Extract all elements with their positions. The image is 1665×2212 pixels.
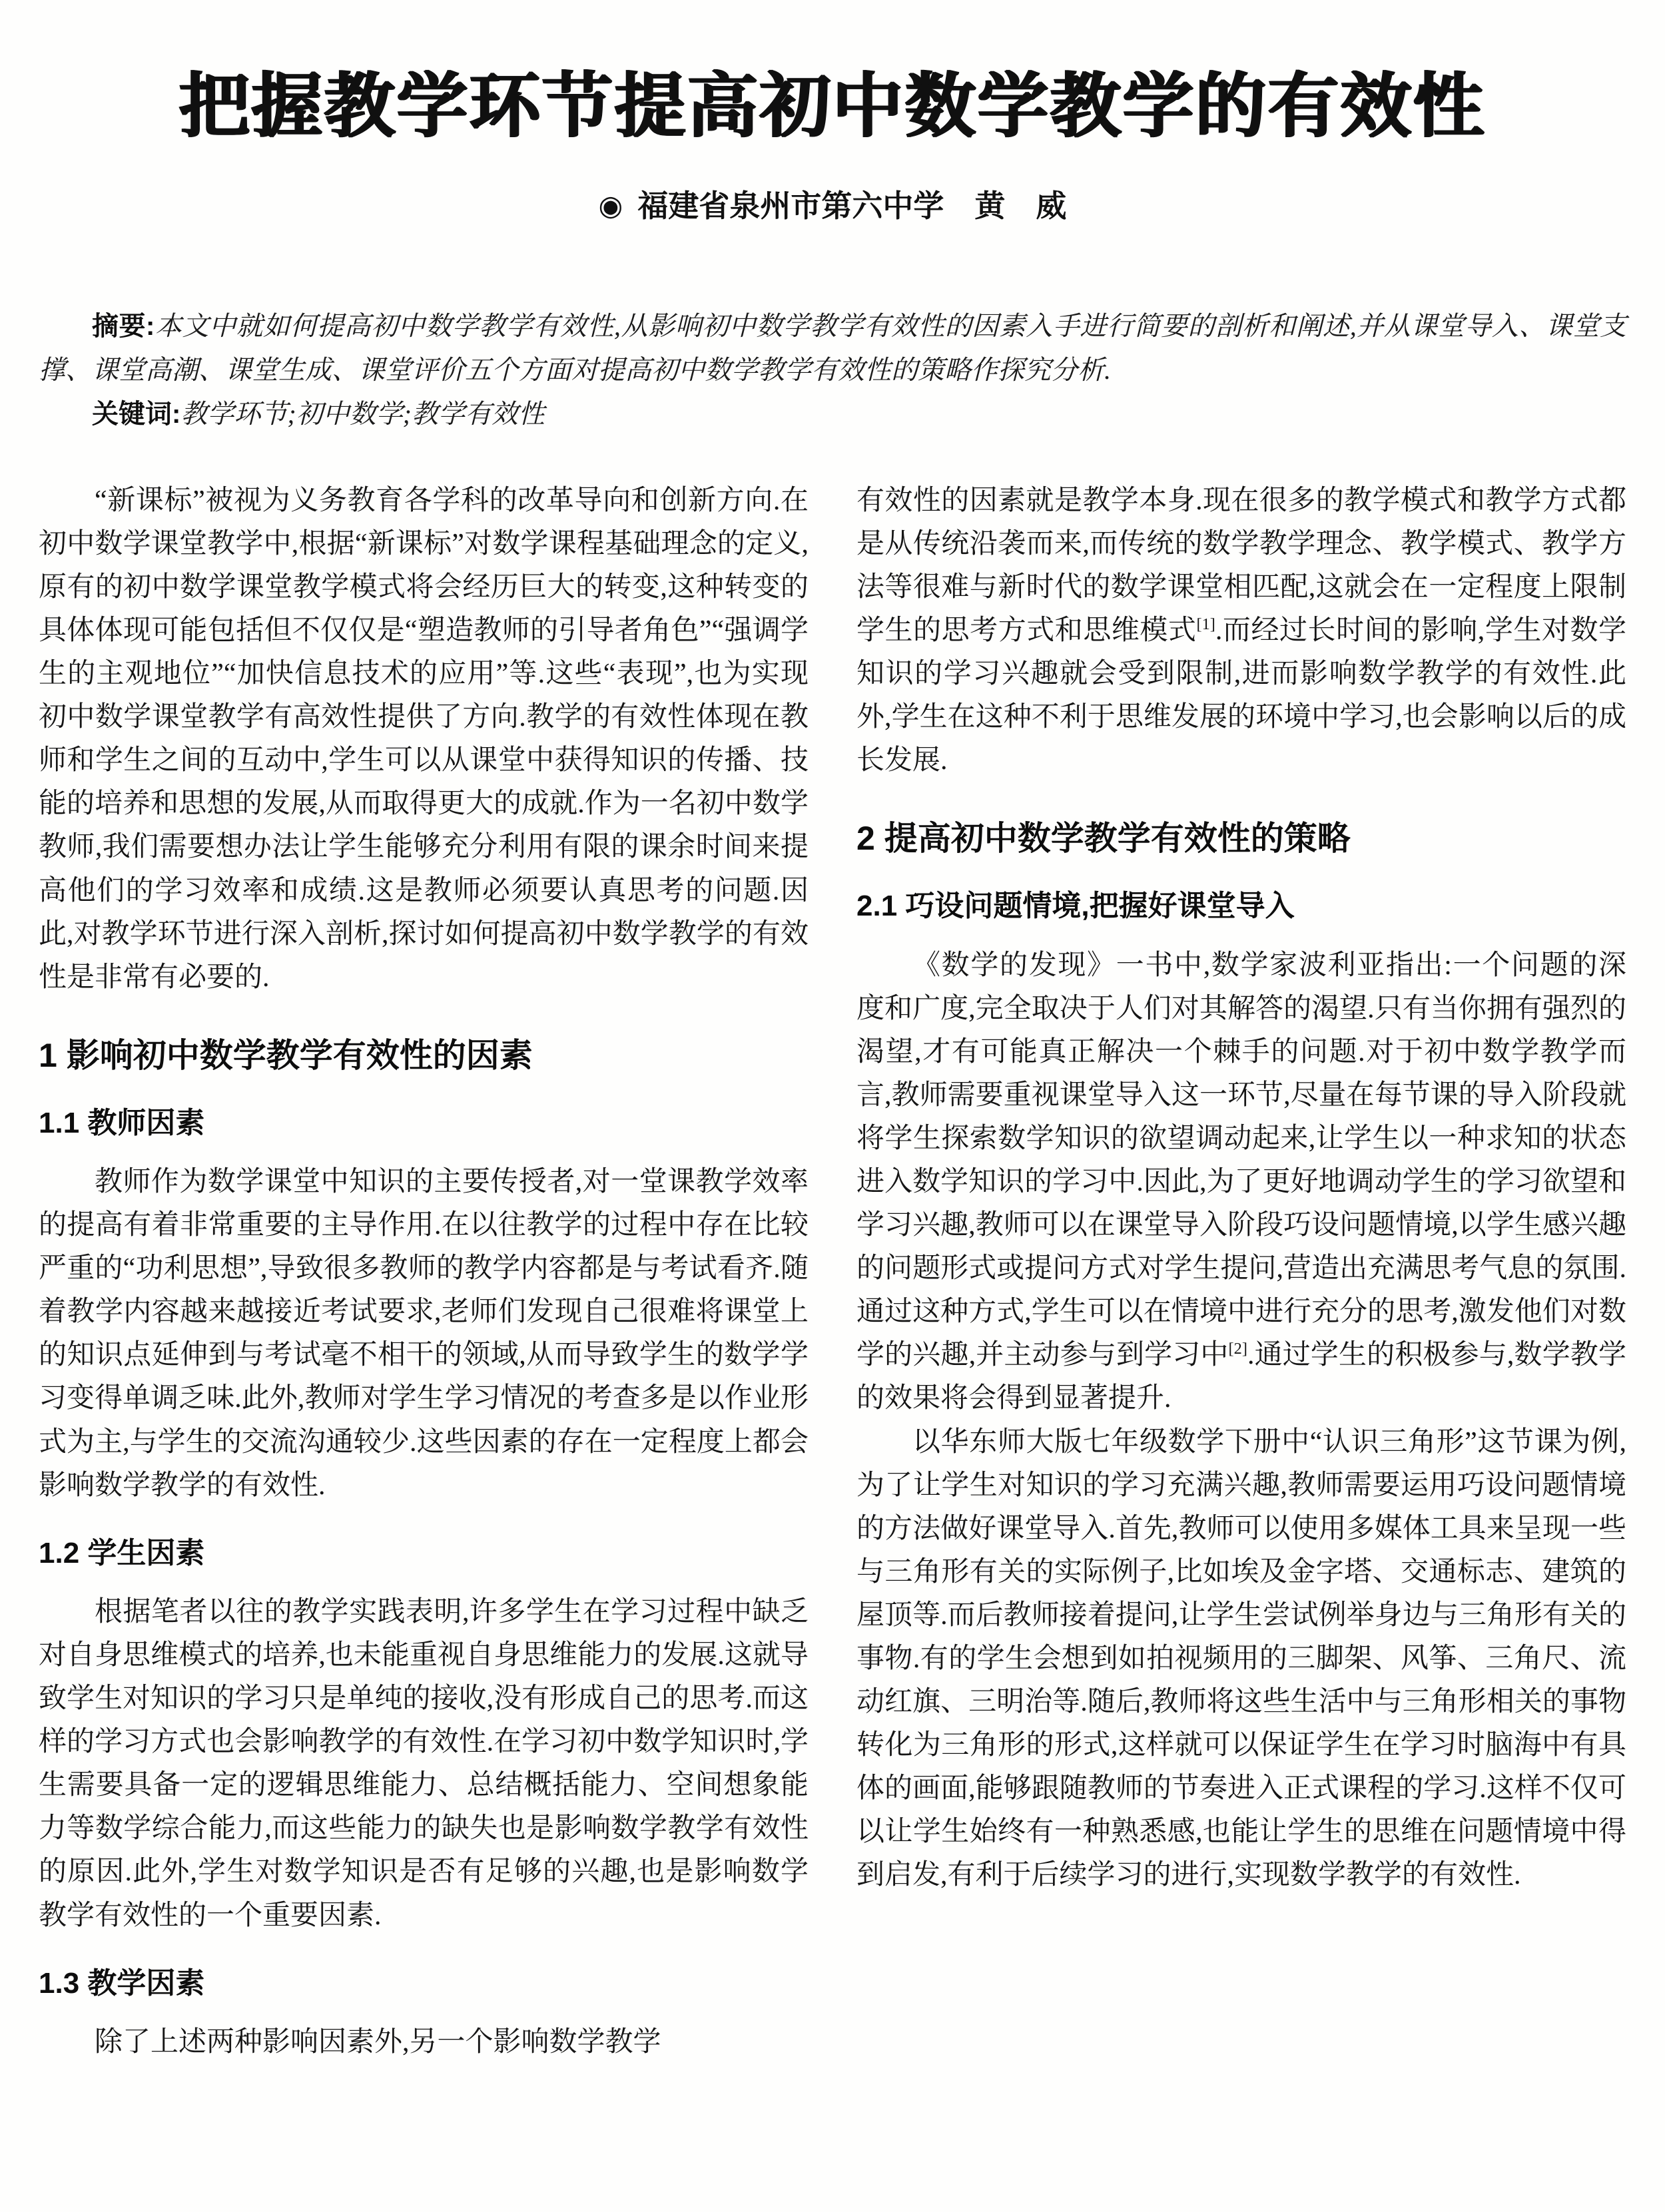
- author-bullet-icon: ◉: [598, 189, 623, 221]
- section-1-1-heading: 1.1 教师因素: [39, 1106, 205, 1139]
- abstract-paragraph: [39, 304, 1626, 393]
- section-1-3-continuation-paragraph: [856, 479, 1626, 783]
- author-affiliation: 福建省泉州市第六中学: [637, 188, 944, 223]
- section-1-3-heading: 1.3 教学因素: [39, 1966, 205, 2000]
- section-1-3-continuation-text-after: .而经过长时间的影响,学生对数学知识的学习兴趣就会受到限制,进而影响数学教学的有效性.此外,学生在这种不利于思维发展的环境中学习,也会影响以后的成长发展.: [856, 615, 1626, 776]
- right-column: [856, 479, 1626, 2064]
- section-2-1-example-paragraph: 以华东师大版七年级数学下册中“认识三角形”这节课为例,为了让学生对知识的学习充满兴趣,教师需要运用巧设问题情境的方法做好课堂导入.首先,教师可以使用多媒体工具来呈现一些与三角形有关的实际例子,比如埃及金字塔、交通标志、建筑的屋顶等.而后教师接着提问,让学生尝试例举身边与三角形有关的事物.有的学生会想到如拍视频用的三脚架、风筝、三角尺、流动红旗、三明治等.随后,教师将这些生活中与三角形相关的事物转化为三角形的形式,这样就可以保证学生在学习时脑海中有具体的画面,能够跟随教师的节奏进入正式课程的学习.这样不仅可以让学生始终有一种熟悉感,也能让学生的思维在问题情境中得到启发,有利于后续学习的进行,实现数学教学的有效性.: [856, 1426, 1626, 1891]
- article-title: 把握教学环节提高初中数学教学的有效性: [179, 67, 1486, 146]
- abstract-label: 摘要:: [92, 311, 155, 341]
- author-line: [39, 182, 1626, 226]
- abstract-block: [39, 304, 1626, 437]
- left-column: [39, 479, 809, 2064]
- section-1-heading: 1 影响初中数学教学有效性的因素: [39, 1036, 533, 1074]
- intro-paragraph: “新课标”被视为义务教育各学科的改革导向和创新方向.在初中数学课堂教学中,根据“新课标”对数学课程基础理念的定义,原有的初中数学课堂教学模式将会经历巨大的转变,这种转变的具体体现可能包括但不仅仅是“塑造教师的引导者角色”“强调学生的主观地位”“加快信息技术的应用”等.这些“表现”,也为实现初中数学课堂教学有高效性提供了方向.教学的有效性体现在教师和学生之间的互动中,学生可以从课堂中获得知识的传播、技能的培养和思想的发展,从而取得更大的成就.作为一名初中数学教师,我们需要想办法让学生能够充分利用有限的课余时间来提高他们的学习效率和成绩.这是教师必须要认真思考的问题.因此,对教学环节进行深入剖析,探讨如何提高初中数学教学的有效性是非常有必要的.: [39, 485, 809, 993]
- keywords-text: 教学环节;初中数学;教学有效性: [180, 399, 545, 429]
- author-name: 黄 威: [974, 188, 1067, 223]
- citation-ref-2: [2]: [1228, 1340, 1247, 1358]
- section-1-2-paragraph: 根据笔者以往的教学实践表明,许多学生在学习过程中缺乏对自身思维模式的培养,也未能重视自身思维能力的发展.这就导致学生对知识的学习只是单纯的接收,没有形成自己的思考.而这样的学习方式也会影响教学的有效性.在学习初中数学知识时,学生需要具备一定的逻辑思维能力、总结概括能力、空间想象能力等数学综合能力,而这些能力的缺失也是影响数学教学有效性的原因.此外,学生对数学知识是否有足够的兴趣,也是影响数学教学有效性的一个重要因素.: [39, 1596, 809, 1931]
- body-columns: [39, 479, 1626, 2064]
- section-2-1-text: 《数学的发现》一书中,数学家波利亚指出:一个问题的深度和广度,完全取决于人们对其解答的渴望.只有当你拥有强烈的渴望,才有可能真正解决一个棘手的问题.对于初中数学教学而言,教师需要重视课堂导入这一环节,尽量在每节课的导入阶段就将学生探索数学知识的欲望调动起来,让学生以一种求知的状态进入数学知识的学习中.因此,为了更好地调动学生的学习欲望和学习兴趣,教师可以在课堂导入阶段巧设问题情境,以学生感兴趣的问题形式或提问方式对学生提问,营造出充满思考气息的氛围.通过这种方式,学生可以在情境中进行充分的思考,激发他们对数学的兴趣,并主动参与到学习中: [856, 950, 1626, 1371]
- section-1-2-heading: 1.2 学生因素: [39, 1536, 205, 1569]
- section-1-3-continuation-text: 有效性的因素就是教学本身.现在很多的教学模式和教学方式都是从传统沿袭而来,而传统的数学教学理念、教学模式、教学方法等很难与新时代的数学课堂相匹配,这就会在一定程度上限制学生的思考方式和思维模式: [856, 485, 1626, 646]
- section-1-1-paragraph: 教师作为数学课堂中知识的主要传授者,对一堂课教学效率的提高有着非常重要的主导作用.在以往教学的过程中存在比较严重的“功利思想”,导致很多教师的教学内容都是与考试看齐.随着教学内容越来越接近考试要求,老师们发现自己很难将课堂上的知识点延伸到与考试毫不相干的领域,从而导致学生的数学学习变得单调乏味.此外,教师对学生学习情况的考查多是以作业形式为主,与学生的交流沟通较少.这些因素的存在一定程度上都会影响数学教学的有效性.: [39, 1166, 809, 1501]
- section-2-1-text-after: .通过学生的积极参与,数学教学的效果将会得到显著提升.: [856, 1340, 1626, 1414]
- keywords-paragraph: [39, 392, 1626, 436]
- citation-ref-1: [1]: [1196, 615, 1215, 633]
- abstract-text: 本文中就如何提高初中数学教学有效性,从影响初中数学教学有效性的因素入手进行简要的剖析和阐述,并从课堂导入、课堂支撑、课堂高潮、课堂生成、课堂评价五个方面对提高初中数学教学有效性的策略作探究分析.: [39, 310, 1627, 385]
- section-2-heading: 2 提高初中数学教学有效性的策略: [856, 820, 1351, 858]
- section-2-1-heading: 2.1 巧设问题情境,把握好课堂导入: [856, 890, 1295, 923]
- keywords-label: 关键词:: [92, 400, 181, 429]
- section-1-3-paragraph: 除了上述两种影响因素外,另一个影响数学教学: [95, 2026, 661, 2058]
- section-2-1-paragraph: [856, 944, 1626, 1421]
